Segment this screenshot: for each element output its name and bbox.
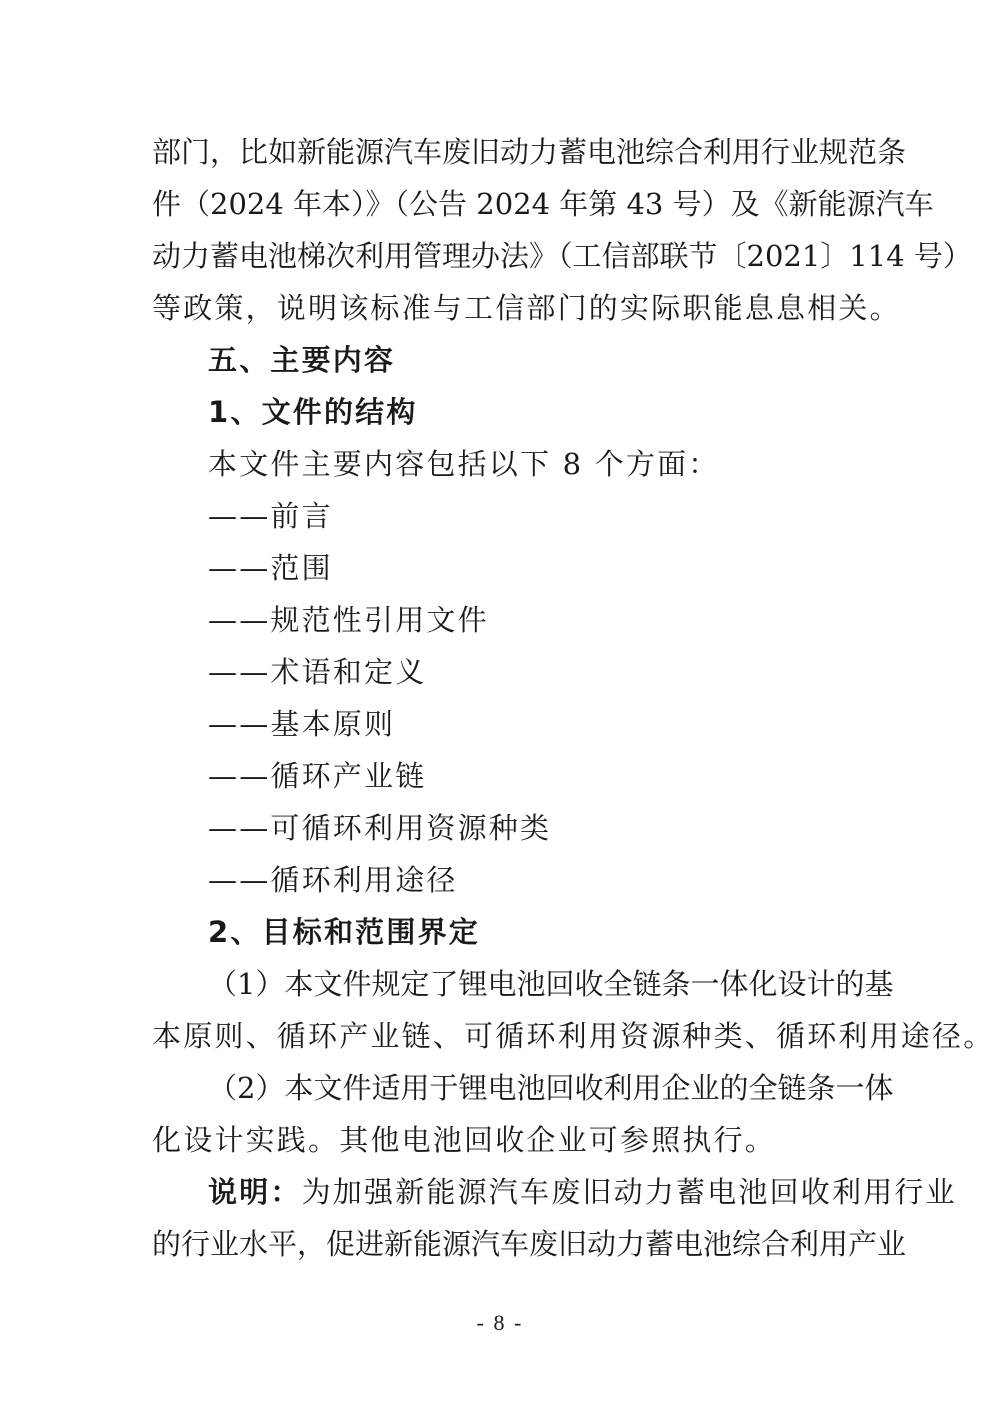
list-item: ——可循环利用资源种类 <box>208 811 552 845</box>
note-text: 为加强新能源汽车废旧动力蓄电池回收利用行业 <box>301 1175 957 1209</box>
note-label: 说明： <box>208 1175 302 1209</box>
subsection-heading: 2、目标和范围界定 <box>208 915 480 949</box>
intro-text: 本文件主要内容包括以下 8 个方面： <box>208 447 720 481</box>
subsection-heading: 1、文件的结构 <box>208 395 418 429</box>
paragraph-line: 动力蓄电池梯次利用管理办法》（工信部联节〔2021〕114 号） <box>152 239 972 273</box>
paragraph-line: （2）本文件适用于锂电池回收利用企业的全链条一体 <box>208 1071 894 1105</box>
list-item: ——范围 <box>208 551 333 585</box>
page-number: - 8 - <box>476 1310 524 1335</box>
list-item: ——循环产业链 <box>208 759 427 793</box>
section-heading: 五、主要内容 <box>208 343 396 377</box>
paragraph-line: 件（2024 年本）》（公告 2024 年第 43 号）及《新能源汽车 <box>152 187 934 221</box>
list-item: ——规范性引用文件 <box>208 603 489 637</box>
paragraph-line: 的行业水平，促进新能源汽车废旧动力蓄电池综合利用产业 <box>152 1227 907 1261</box>
list-item: ——前言 <box>208 499 333 533</box>
list-item: ——术语和定义 <box>208 655 427 689</box>
paragraph-line: （1）本文件规定了锂电池回收全链条一体化设计的基 <box>208 967 894 1001</box>
note-line <box>208 1172 957 1212</box>
list-item: ——循环利用途径 <box>208 863 458 897</box>
paragraph-line: 化设计实践。其他电池回收企业可参照执行。 <box>152 1123 777 1157</box>
paragraph-line: 等政策，说明该标准与工信部门的实际职能息息相关。 <box>152 291 901 325</box>
list-item: ——基本原则 <box>208 707 396 741</box>
paragraph-line: 本原则、循环产业链、可循环利用资源种类、循环利用途径。 <box>152 1019 995 1053</box>
paragraph-line: 部门，比如新能源汽车废旧动力蓄电池综合利用行业规范条 <box>152 135 907 169</box>
